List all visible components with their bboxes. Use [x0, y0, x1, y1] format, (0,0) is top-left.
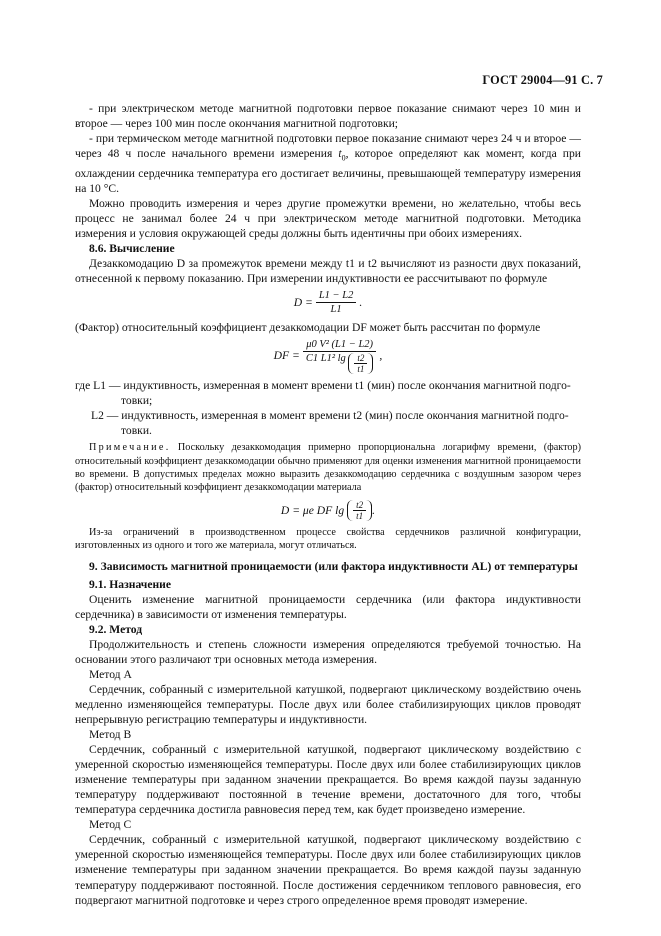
section-heading-9-2: 9.2. Метод — [89, 622, 143, 636]
page-content — [75, 101, 581, 908]
method-a-label: Метод А — [89, 667, 132, 681]
formula-disaccommodation: D = $\frac{L1 - L2}{L1}$ . — [293, 289, 363, 315]
formula-factor: DF = μ0 V² (L1 − L2) C1 L1² lg $\frac{t2}{t1}$ , — [273, 338, 383, 374]
note-paragraph: Примечание. Поскольку дезаккомодация примерно пропорциональна логарифму времени, (фактор) относительный коэффициент дезаккомодации обычно применяют для оценки изменения магнитной проницаемости во времени. В допустимых пределах можно выразить дезаккомодацию сердечника с воздушным зазором через (фактор) относительный коэффициент дезаккомодации материала — [75, 442, 581, 494]
method-c-label: Метод С — [89, 818, 132, 832]
note-restrictions: Из-за ограничений в производственном процессе свойства сердечников различной конфигурации, изготовленных из одного и того же материала, могут отличаться. — [75, 526, 581, 552]
paragraph-thermal-method: - при термическом методе магнитной подготовки первое показание снимают через 24 ч и второе — через 48 ч после начального времени измерения $t_0$, которое определяют как момент, когда при охлаждении сердечника температура его достигает величины, превышающей температуру измерения на 10 °С. — [75, 132, 582, 195]
formula-core-disaccommodation: D = μe DF lg $\frac{t2}{t1}$ . — [280, 499, 376, 521]
paragraph-method-intro: Продолжительность и степень сложности измерения определяются требуемой точностью. На основании этого различают три основных метода измерения. — [75, 637, 581, 666]
paragraph-method-c: Сердечник, собранный с измерительной катушкой, подвергают циклическому воздействию с умеренной скоростью изменяющейся температуры. После двух или более стабилизирующих циклов изменение температуры при заданном значении прекращается. Во время каждой паузы заданную температуру поддерживают постоянной. После достижения сердечником теплового равновесия, его подвергают магнитной подготовке и через строго определенное время проводят измерение. — [75, 833, 581, 907]
paragraph-purpose: Оценить изменение магнитной проницаемости сердечника (или фактора индуктивности сердечника) в зависимости от изменения температуры. — [75, 592, 581, 621]
paragraph-electric-method: - при электрическом методе магнитной подготовки первое показание снимают через 10 мин и второе — через 100 мин после окончания магнитной подготовки; — [75, 102, 581, 131]
paragraph-disaccommodation: Дезаккомодацию D за промежуток времени между t1 и t2 вычисляют из разности двух показаний, отнесенной к первому показанию. При измерении индуктивности ее рассчитывают по формуле — [75, 256, 581, 285]
method-b-label: Метод В — [89, 728, 132, 742]
definition-l1: где L1 — индуктивность, измеренная в момент времени t1 (мин) после окончания магнитной подго- товки; — [75, 378, 571, 407]
page-header: ГОСТ 29004—91 С. 7 — [482, 73, 603, 87]
paragraph-method-b: Сердечник, собранный с измерительной катушкой, подвергают циклическому воздействию с умеренной скоростью изменяющейся температуры. После двух или более стабилизирующих циклов изменение температуры при заданном значении прекращается. Во время каждой паузы заданную температуру поддерживают постоянной в течение времени, достаточного для того, чтобы температура сердечника достигла равновесия перед тем, как будет произведено измерение. — [75, 743, 581, 817]
paragraph-method-a: Сердечник, собранный с измерительной катушкой, подвергают циклическому воздействию очень медленно изменяющейся температуры. После двух или более стабилизирующих циклов проводят непрерывную регистрацию температуры и индуктивности. — [75, 682, 581, 727]
paragraph-factor: (Фактор) относительный коэффициент дезаккомодации DF может быть рассчитан по формуле — [75, 320, 541, 334]
paragraph-other-intervals: Можно проводить измерения и через другие промежутки времени, но желательно, чтобы весь процесс не занимал более 24 ч при электрическом методе магнитной подготовки. Методика измерения и условия окружающей среды должны быть идентичны при обоих измерениях. — [75, 196, 581, 240]
section-heading-9-1: 9.1. Назначение — [89, 577, 171, 591]
section-heading-8-6: 8.6. Вычисление — [89, 241, 175, 255]
section-heading-9: 9. Зависимость магнитной проницаемости (или фактора индуктивности AL) от температуры — [89, 559, 578, 573]
definition-l2: L2 — индуктивность, измеренная в момент времени t2 (мин) после окончания магнитной подго- товки. — [91, 409, 569, 438]
